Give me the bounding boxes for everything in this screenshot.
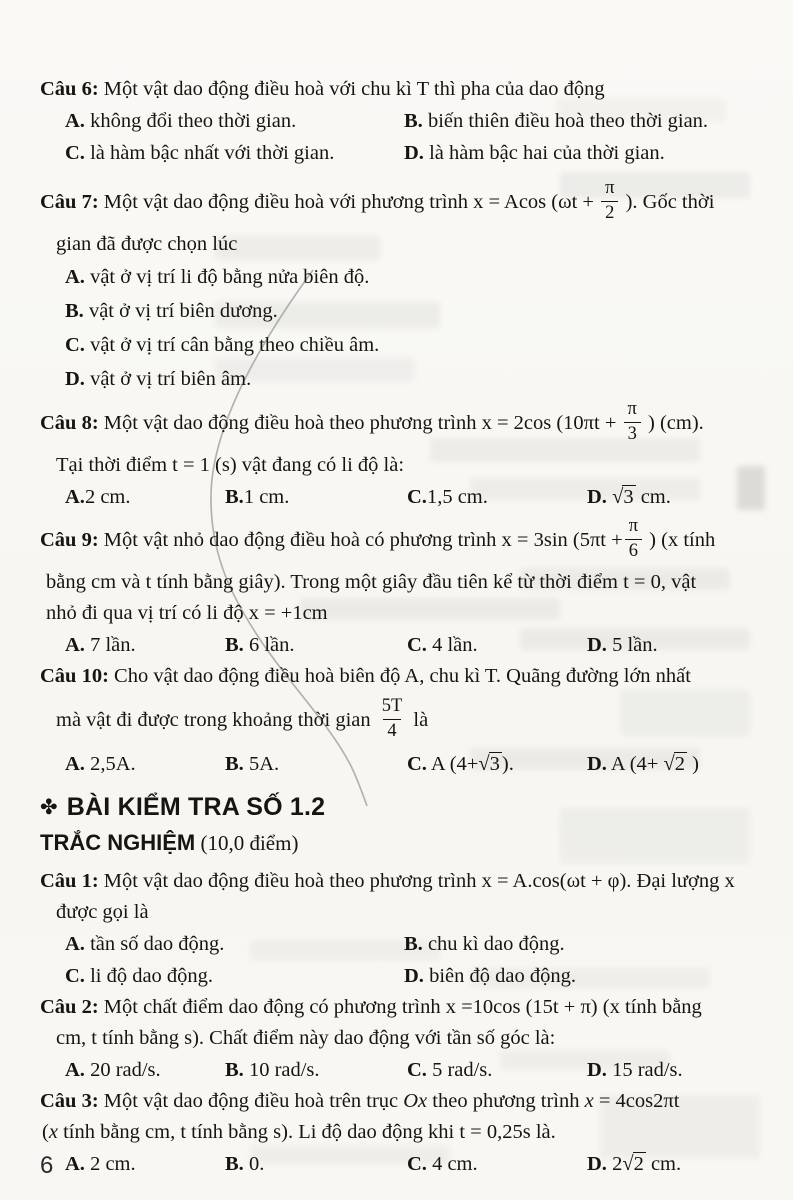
question-7 (40, 175, 769, 396)
question-6-text (40, 74, 769, 105)
option-c: C. là hàm bậc nhất với thời gian. (65, 142, 335, 164)
question-1-options (65, 928, 769, 992)
section-subtitle (40, 828, 769, 858)
option-c: C.1,5 cm. (407, 486, 488, 508)
option-a: A. tần số dao động. (65, 933, 225, 955)
question-7-text: Câu 7: Một vật dao động điều hoà với phương trình x = Acos (ωt + $\frac{\pi}{2}$ ). Gốc thời (40, 178, 715, 223)
question-7-label: Câu 7: (40, 191, 99, 213)
question-7-options (65, 260, 769, 396)
question-3-label: Câu 3: (40, 1090, 99, 1112)
option-c: C. A (4+√3). (407, 753, 514, 775)
option-b: B.1 cm. (225, 486, 290, 508)
option-c: C. 4 cm. (407, 1153, 478, 1175)
question-1-text: Câu 1: Một vật dao động điều hoà theo phương trình x = A.cos(ωt + φ). Đại lượng x (40, 870, 735, 892)
option-c: C. vật ở vị trí cân bằng theo chiều âm. (65, 334, 380, 356)
option-d: D. 2√2 cm. (587, 1153, 682, 1175)
question-9 (40, 513, 769, 661)
question-9-options (65, 629, 769, 661)
option-b: B. 5A. (225, 753, 280, 775)
question-2-options (65, 1054, 769, 1086)
question-2-label: Câu 2: (40, 996, 99, 1018)
question-10-label: Câu 10: (40, 665, 109, 687)
page-number: 6 (40, 1152, 54, 1179)
question-6-options (65, 105, 769, 169)
section-subtitle-rest: (10,0 điểm) (195, 831, 299, 855)
question-6 (40, 74, 769, 169)
question-10-text: Câu 10: Cho vật dao động điều hoà biên độ A, chu kì T. Quãng đường lớn nhất (40, 665, 691, 687)
option-a: A. 2 cm. (65, 1153, 136, 1175)
question-8 (40, 396, 769, 513)
option-d: D. là hàm bậc hai của thời gian. (404, 142, 665, 164)
option-b: B. 0. (225, 1153, 265, 1175)
option-d: D. biên độ dao động. (404, 965, 576, 987)
question-3 (40, 1086, 769, 1180)
option-d: D. √3 cm. (587, 486, 671, 508)
option-d: D. 15 rad/s. (587, 1059, 683, 1081)
option-d: D. A (4+ √2 ) (587, 753, 699, 775)
fraction: $\frac{\pi}{3}$ (624, 400, 641, 444)
section-header (40, 792, 769, 824)
option-d: D. vật ở vị trí biên âm. (65, 368, 252, 390)
question-8-text: Câu 8: Một vật dao động điều hoà theo phương trình x = 2cos (10πt + $\frac{\pi}{3}$ ) (cm). (40, 399, 704, 444)
question-10 (40, 661, 769, 780)
question-10-text-2: mà vật đi được trong khoảng thời gian $\frac{5T}{4}$ là (56, 696, 429, 741)
option-a: A. 20 rad/s. (65, 1059, 161, 1081)
fraction: $\frac{\pi}{2}$ (601, 179, 618, 223)
question-9-text-3: nhỏ đi qua vị trí có li độ x = +1cm (46, 602, 328, 624)
option-b: B. vật ở vị trí biên dương. (65, 300, 278, 322)
option-b: B. chu kì dao động. (404, 933, 565, 955)
question-3-text: Câu 3: Một vật dao động điều hoà trên trục Ox theo phương trình x = 4cos2πt (40, 1090, 680, 1112)
sqrt-radical: √3 (478, 753, 500, 775)
question-2-text: Câu 2: Một chất điểm dao động có phương trình x =10cos (15t + π) (x tính bằng (40, 996, 702, 1018)
question-7-text-2: gian đã được chọn lúc (56, 233, 238, 255)
option-c: C. li độ dao động. (65, 965, 214, 987)
option-c: C. 5 rad/s. (407, 1059, 493, 1081)
question-9-label: Câu 9: (40, 529, 99, 551)
question-3-options (65, 1148, 769, 1180)
question-1-text-2: được gọi là (56, 901, 149, 923)
fraction: $\frac{5T}{4}$ (381, 696, 403, 741)
question-6-label: Câu 6: (40, 78, 99, 100)
question-8-label: Câu 8: (40, 412, 99, 434)
section-title: BÀI KIỂM TRA SỐ 1.2 (66, 793, 326, 821)
option-d: D. 5 lần. (587, 634, 658, 656)
question-6-body: Một vật dao động điều hoà với chu kì T thì pha của dao động (98, 78, 605, 100)
option-b: B. 6 lần. (225, 634, 295, 656)
option-b: B. 10 rad/s. (225, 1059, 320, 1081)
question-3-text-2: (x tính bằng cm, t tính bằng s). Li độ dao động khi t = 0,25s là. (42, 1121, 556, 1143)
question-9-text-2: bằng cm và t tính bằng giây). Trong một giây đầu tiên kể từ thời điểm t = 0, vật (46, 571, 697, 593)
option-a: A. 7 lần. (65, 634, 136, 656)
question-2 (40, 992, 769, 1086)
option-c: C. 4 lần. (407, 634, 478, 656)
question-1 (40, 866, 769, 992)
option-b: B. biến thiên điều hoà theo thời gian. (404, 110, 709, 132)
question-2-text-2: cm, t tính bằng s). Chất điểm này dao động với tần số góc là: (56, 1027, 556, 1049)
question-10-options (65, 748, 769, 780)
sqrt-radical: √2 (622, 1153, 644, 1175)
section-marker-icon: ✤ (40, 796, 58, 819)
sqrt-radical: √3 (612, 486, 634, 508)
question-1-label: Câu 1: (40, 870, 99, 892)
option-a: A.2 cm. (65, 486, 131, 508)
option-a: A. 2,5A. (65, 753, 136, 775)
fraction: $\frac{\pi}{6}$ (625, 517, 642, 561)
question-9-text: Câu 9: Một vật nhỏ dao động điều hoà có phương trình x = 3sin (5πt + $\frac{\pi}{6}$ ) (x tính (40, 516, 716, 561)
question-8-text-2: Tại thời điểm t = 1 (s) vật đang có li độ là: (56, 454, 405, 476)
question-8-options (65, 481, 769, 513)
sqrt-radical: √2 (663, 753, 686, 775)
option-a: A. không đổi theo thời gian. (65, 110, 297, 132)
section-subtitle-bold: TRẮC NGHIỆM (40, 830, 196, 855)
option-a: A. vật ở vị trí li độ bằng nửa biên độ. (65, 266, 370, 288)
